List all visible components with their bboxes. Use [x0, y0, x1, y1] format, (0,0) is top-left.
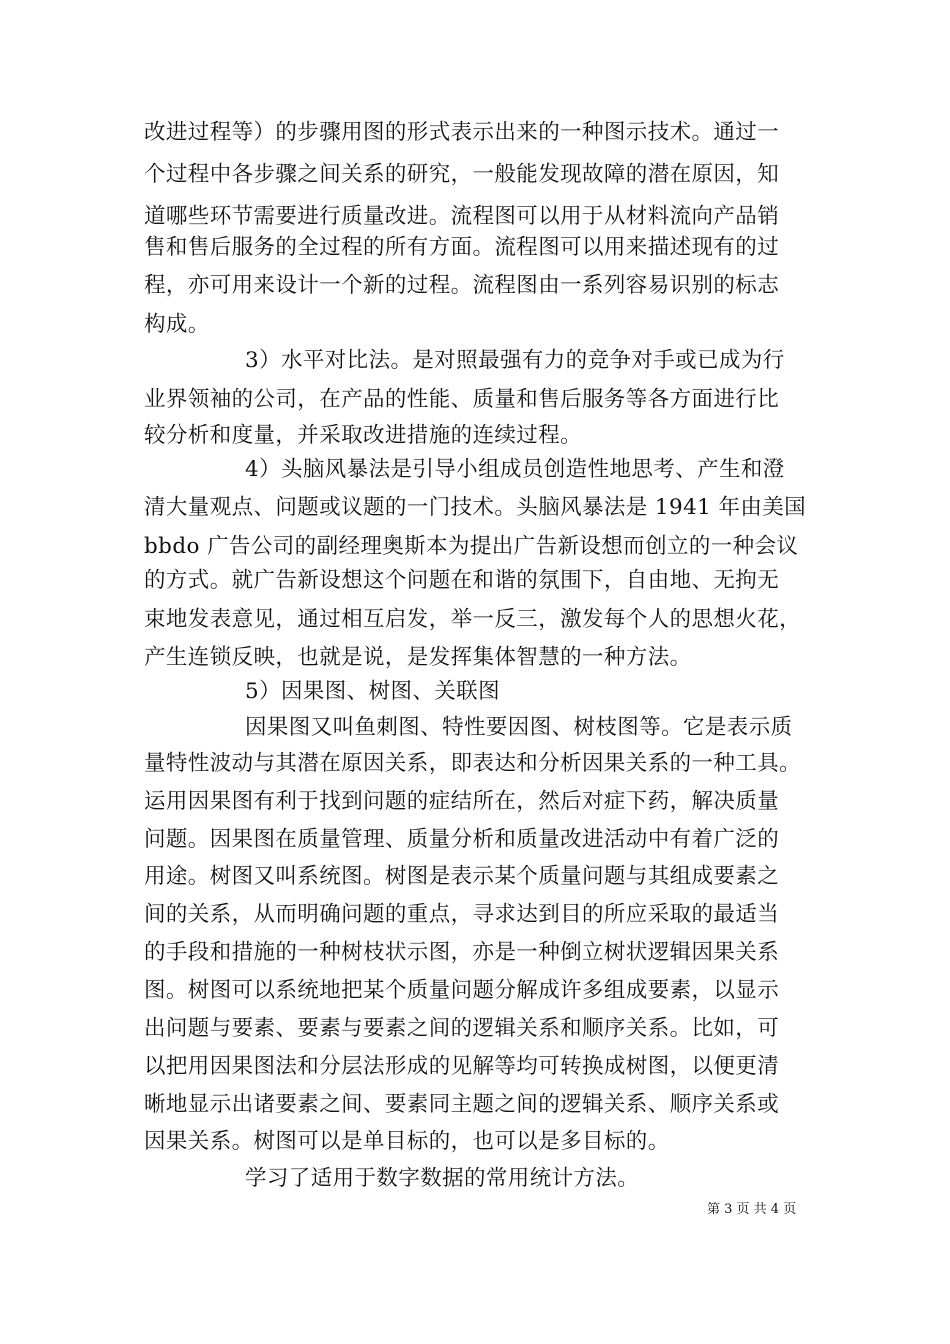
text-line: 清大量观点、问题或议题的一门技术。头脑风暴法是 1941 年由美国 — [144, 495, 807, 520]
text-line: bbdo 广告公司的副经理奥斯本为提出广告新设想而创立的一种会议 — [144, 534, 799, 559]
page-number: 第 3 页 共 4 页 — [707, 1202, 797, 1217]
text-line: 较分析和度量，并采取改进措施的连续过程。 — [144, 423, 583, 448]
text-line: 用途。树图又叫系统图。树图是表示某个质量问题与其组成要素之 — [144, 864, 780, 889]
text-line: 以把用因果图法和分层法形成的见解等均可转换成树图，以便更清 — [144, 1054, 780, 1079]
text-line: 束地发表意见，通过相互启发，举一反三，激发每个人的思想火花， — [144, 607, 802, 632]
text-line: 因果关系。树图可以是单目标的，也可以是多目标的。 — [144, 1129, 670, 1154]
text-line: 程，亦可用来设计一个新的过程。流程图由一系列容易识别的标志 — [144, 273, 780, 298]
text-line: 改进过程等）的步骤用图的形式表示出来的一种图示技术。通过一 — [144, 120, 780, 145]
text-line: 售和售后服务的全过程的所有方面。流程图可以用来描述现有的过 — [144, 235, 780, 260]
text-line: 晰地显示出诸要素之间、要素同主题之间的逻辑关系、顺序关系或 — [144, 1092, 780, 1117]
text-line: 出问题与要素、要素与要素之间的逻辑关系和顺序关系。比如，可 — [144, 1016, 780, 1041]
text-line: 的方式。就广告新设想这个问题在和谐的氛围下，自由地、无拘无 — [144, 568, 780, 593]
text-line: 业界领袖的公司，在产品的性能、质量和售后服务等各方面进行比 — [144, 387, 780, 412]
text-line: 的手段和措施的一种树枝状示图，亦是一种倒立树状逻辑因果关系 — [144, 940, 780, 965]
text-line: 量特性波动与其潜在原因关系，即表达和分析因果关系的一种工具。 — [144, 751, 802, 776]
text-line: 构成。 — [144, 312, 210, 337]
text-line: 图。树图可以系统地把某个质量问题分解成许多组成要素，以显示 — [144, 978, 780, 1003]
text-line: 道哪些环节需要进行质量改进。流程图可以用于从材料流向产品销 — [144, 204, 780, 229]
text-line: 运用因果图有利于找到问题的症结所在，然后对症下药，解决质量 — [144, 789, 780, 814]
section-heading: 5）因果图、树图、关联图 — [245, 679, 500, 704]
paragraph-first-line: 因果图又叫鱼刺图、特性要因图、树枝图等。它是表示质 — [245, 715, 793, 740]
text-line: 间的关系，从而明确问题的重点，寻求达到目的所应采取的最适当 — [144, 902, 780, 927]
closing-line: 学习了适用于数字数据的常用统计方法。 — [245, 1166, 640, 1191]
paragraph-heading: 4）头脑风暴法是引导小组成员创造性地思考、产生和澄 — [245, 457, 785, 482]
text-line: 产生连锁反映，也就是说，是发挥集体智慧的一种方法。 — [144, 645, 692, 670]
text-line: 问题。因果图在质量管理、质量分析和质量改进活动中有着广泛的 — [144, 827, 780, 852]
paragraph-heading: 3）水平对比法。是对照最强有力的竞争对手或已成为行 — [245, 348, 785, 373]
text-line: 个过程中各步骤之间关系的研究，一般能发现故障的潜在原因，知 — [144, 162, 780, 187]
